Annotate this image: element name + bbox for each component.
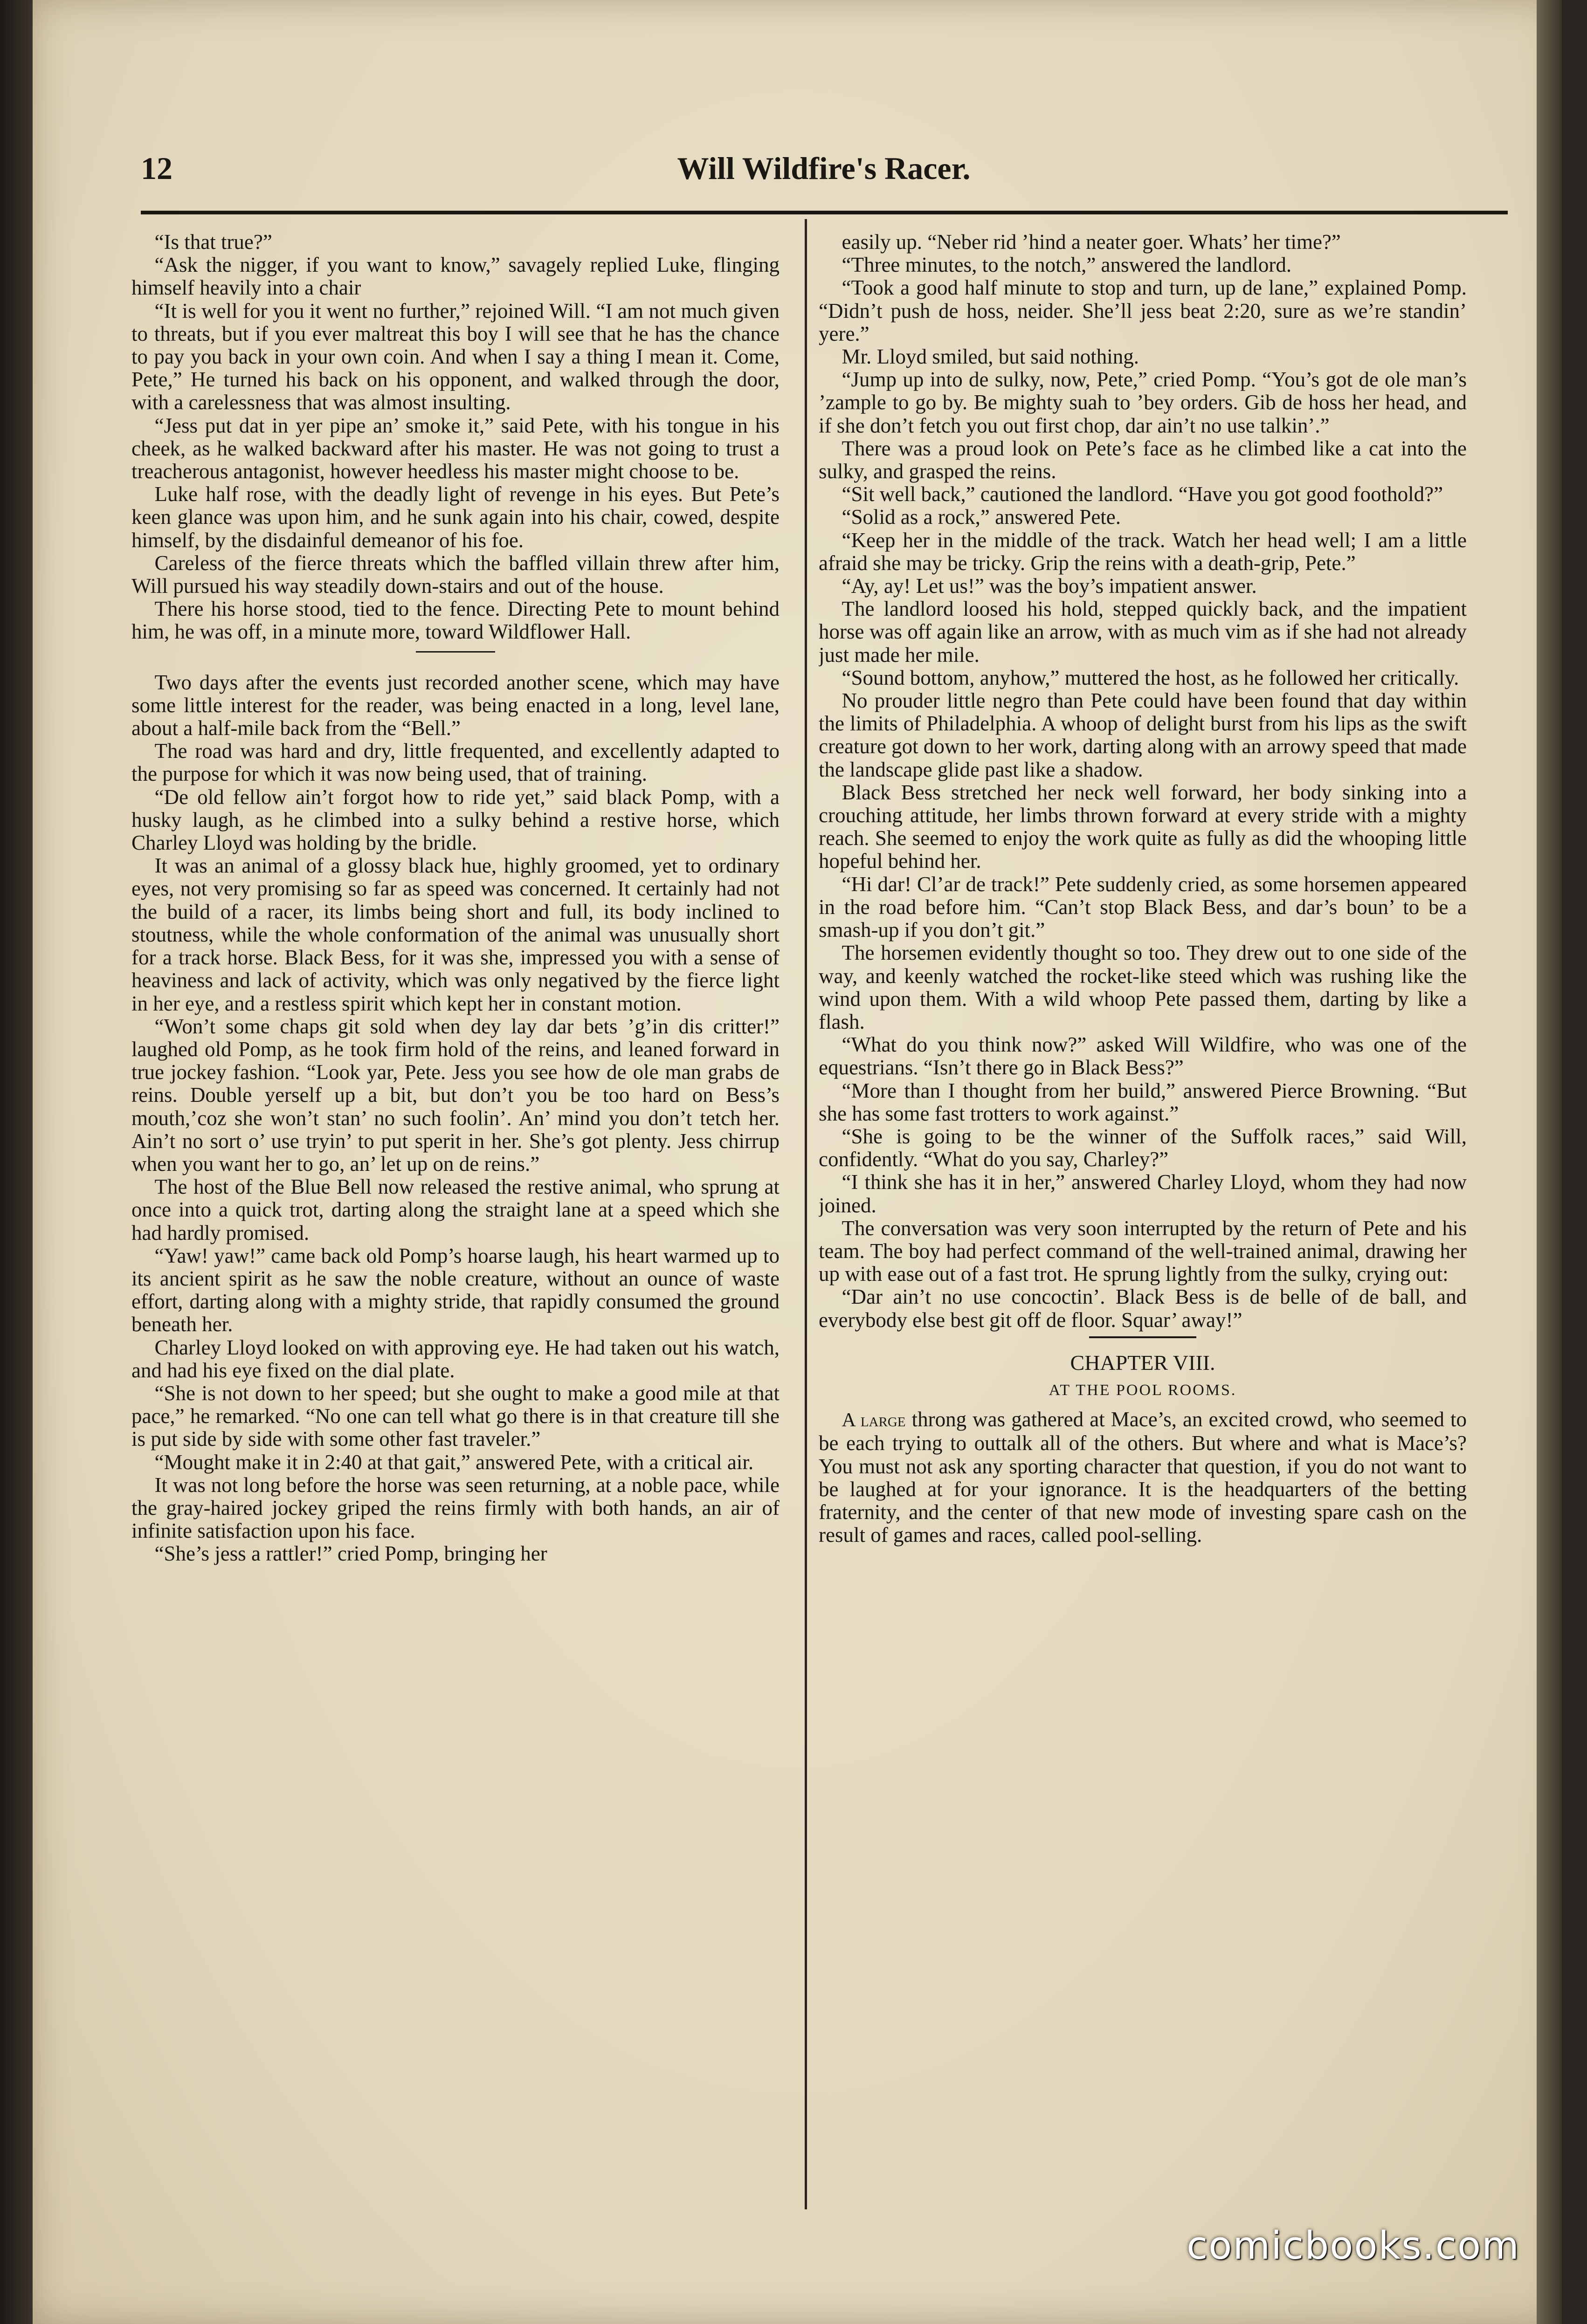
book-page bbox=[33, 0, 1562, 2324]
watermark: comicbooks.com bbox=[1187, 2224, 1520, 2268]
section-break-rule bbox=[416, 651, 495, 653]
paragraph: “Dar ain’t no use concoctin’. Black Bess is de belle of de ball, and everybody else best git off de floor. Squar’ away!” bbox=[819, 1285, 1467, 1332]
paragraph: The road was hard and dry, little frequented, and excellently adapted to the purpose for which it was now being used, that of training. bbox=[131, 739, 780, 786]
paragraph: The landlord loosed his hold, stepped quickly back, and the impatient horse was off again like an arrow, with as much vim as if she had not already just made her mile. bbox=[819, 597, 1467, 667]
paragraph: “Jump up into de sulky, now, Pete,” cried Pomp. “You’s got de ole man’s ’zample to go by. Be mighty suah to ’bey orders. Gib de hoss her head, and if she don’t fetch you out first chop, dar ain’t no use talkin’.” bbox=[819, 368, 1467, 437]
paragraph: The horsemen evidently thought so too. They drew out to one side of the way, and keenly watched the rocket-like steed which was rushing like the wind upon them. With a wild whoop Pete passed them, darting by like a flash. bbox=[819, 941, 1467, 1033]
paragraph: “Ask the nigger, if you want to know,” savagely replied Luke, flinging himself heavily into a chair bbox=[131, 253, 780, 300]
running-header bbox=[141, 145, 1507, 197]
paragraph: Two days after the events just recorded another scene, which may have some little interest for the reader, was being enacted in a long, level lane, about a half-mile back from the “Bell.” bbox=[131, 670, 780, 740]
paragraph: “What do you think now?” asked Will Wildfire, who was one of the equestrians. “Isn’t there go in Black Bess?” bbox=[819, 1033, 1467, 1079]
left-column-text-continued bbox=[131, 671, 780, 1566]
paragraph: The conversation was very soon interrupted by the return of Pete and his team. The boy had perfect command of the well-trained animal, drawing her up with ease out of a fast trot. He sprung lightly from the sulky, crying out: bbox=[819, 1216, 1467, 1286]
scan-background-left bbox=[0, 0, 33, 2324]
paragraph: Charley Lloyd looked on with approving eye. He had taken out his watch, and had his eye fixed on the dial plate. bbox=[131, 1335, 780, 1382]
right-column-text bbox=[819, 231, 1467, 1332]
header-rule bbox=[141, 211, 1508, 214]
paragraph: “Mought make it in 2:40 at that gait,” answered Pete, with a critical air. bbox=[154, 1450, 754, 1474]
paragraph: Luke half rose, with the deadly light of revenge in his eyes. But Pete’s keen glance was upon him, and he sunk again into his chair, cowed, despite himself, by the disdainful demeanor of his foe. bbox=[131, 482, 780, 552]
paragraph: “Three minutes, to the notch,” answered the landlord. bbox=[842, 253, 1292, 277]
paragraph: “Hi dar! Cl’ar de track!” Pete suddenly cried, as some horsemen appeared in the road before him. “Can’t stop Black Bess, and dar’s boun’ to be a smash-up if you don’t git.” bbox=[819, 872, 1467, 942]
right-column bbox=[819, 231, 1467, 2207]
paragraph: Careless of the fierce threats which the baffled villain threw after him, Will pursued his way steadily down-stairs and out of the house. bbox=[131, 551, 780, 598]
paragraph: “Solid as a rock,” answered Pete. bbox=[842, 505, 1121, 529]
left-column-text bbox=[131, 231, 780, 644]
chapter-title: CHAPTER VIII. bbox=[1070, 1350, 1215, 1375]
paragraph: “She is going to be the winner of the Suffolk races,” said Will, confidently. “What do you say, Charley?” bbox=[819, 1124, 1467, 1171]
paragraph: The host of the Blue Bell now released the restive animal, who sprung at once into a quick trot, darting along the straight lane at a speed which she had hardly promised. bbox=[131, 1175, 780, 1245]
page-number: 12 bbox=[141, 151, 172, 186]
page-edge bbox=[1537, 0, 1562, 2324]
paragraph: “Took a good half minute to stop and turn, up de lane,” explained Pomp. “Didn’t push de hoss, neider. She’ll jess beat 2:20, sure as we’re standin’ yere.” bbox=[819, 276, 1467, 345]
chapter-first-paragraph-text: throng was gathered at Mace’s, an excited crowd, who seemed to be each trying to outtalk all of the others. But where and what is Mace’s? You must not ask any sporting character that question, if you do not want to be laughed at for your ignorance. It is the headquarters of the betting fraternity, and the center of that new mode of investing spare cash on the result of games and races, called pool-selling. bbox=[819, 1408, 1467, 1547]
paragraph: “Sit well back,” cautioned the landlord. “Have you got good foothold?” bbox=[842, 482, 1443, 506]
paragraph: easily up. “Neber rid ’hind a neater goer. Whats’ her time?” bbox=[842, 231, 1341, 254]
paragraph: Black Bess stretched her neck well forward, her body sinking into a crouching attitude, her limbs thrown forward at every stride with a mighty reach. She seemed to enjoy the work quite as fully as did the whooping little hopeful behind her. bbox=[819, 780, 1467, 873]
paragraph: “She is not down to her speed; but she ought to make a good mile at that pace,” he remarked. “No one can tell what go there is in that creature till she is put side by side with some other fast traveler.” bbox=[131, 1381, 780, 1451]
paragraph: “Is that true?” bbox=[154, 231, 272, 254]
paragraph: No prouder little negro than Pete could have been found that day within the limits of Philadelphia. A whoop of delight burst from his lips as the swift creature got down to her work, darting along with an arrowy speed that made the landscape glide past like a shadow. bbox=[819, 689, 1467, 781]
paragraph: “Keep her in the middle of the track. Watch her head well; I am a little afraid she may be tricky. Grip the reins with a death-grip, Pete.” bbox=[819, 528, 1467, 575]
paragraph: There his horse stood, tied to the fence. Directing Pete to mount behind him, he was off, in a minute more, toward Wildflower Hall. bbox=[131, 597, 780, 644]
paragraph: “Ay, ay! Let us!” was the boy’s impatient answer. bbox=[842, 574, 1257, 598]
paragraph: “Yaw! yaw!” came back old Pomp’s hoarse laugh, his heart warmed up to its ancient spirit as he saw the noble creature, without an ounce of waste effort, darting along with a mighty stride, that rapidly consumed the ground beneath her. bbox=[131, 1244, 780, 1336]
chapter-first-paragraph bbox=[819, 1408, 1467, 1547]
chapter-rule bbox=[1089, 1336, 1196, 1338]
paragraph: It was an animal of a glossy black hue, highly groomed, yet to ordinary eyes, not very promising so far as speed was concerned. It certainly had not the build of a racer, its limbs being short and full, its body inclined to stoutness, while the whole conformation of the animal was unusually short for a track horse. Black Bess, for it was she, impressed you with a sense of heaviness and lack of activity, which was only negatived by the fierce light in her eye, and a restless spirit which kept her in constant motion. bbox=[131, 854, 780, 1015]
paragraph: It was not long before the horse was seen returning, at a noble pace, while the gray-haired jockey griped the reins firmly with both hands, an air of infinite satisfaction upon his face. bbox=[131, 1473, 780, 1543]
paragraph: “Sound bottom, anyhow,” muttered the host, as he followed her critically. bbox=[842, 666, 1459, 689]
chapter-subtitle: AT THE POOL ROOMS. bbox=[1049, 1381, 1237, 1399]
paragraph: “It is well for you it went no further,” rejoined Will. “I am not much given to threats, but if you ever maltreat this boy I will see that he has the chance to pay you back in your own coin. And when I say a thing I mean it. Come, Pete,” He turned his back on his opponent, and walked through the door, with a carelessness that was almost insulting. bbox=[131, 299, 780, 414]
paragraph: “She’s jess a rattler!” cried Pomp, bringing her bbox=[154, 1542, 547, 1566]
paragraph: There was a proud look on Pete’s face as he climbed like a cat into the sulky, and grasped the reins. bbox=[819, 436, 1467, 483]
left-column bbox=[131, 231, 780, 2207]
paragraph: “De old fellow ain’t forgot how to ride yet,” said black Pomp, with a husky laugh, as he climbed into a sulky behind a restive horse, which Charley Lloyd was holding by the bridle. bbox=[131, 785, 780, 855]
column-rule bbox=[805, 219, 807, 2209]
paragraph: “Won’t some chaps git sold when dey lay dar bets ’g’in dis critter!” laughed old Pomp, as he took firm hold of the reins, and leaned forward in true jockey fashion. “Look yar, Pete. Jess you see how de ole man grabs de reins. Double yerself up a bit, but don’t you be too hard on Bess’s mouth,’coz she won’t stan’ no such foolin’. An’ mind you don’t tetch her. Ain’t no sort o’ use tryin’ to put sperit in her. She’s got plenty. Jess chirrup when you want her to go, an’ let up on de reins.” bbox=[131, 1014, 780, 1176]
paragraph: Mr. Lloyd smiled, but said nothing. bbox=[842, 345, 1139, 369]
chapter-lead-word: A large bbox=[842, 1410, 906, 1431]
paragraph: “More than I thought from her build,” answered Pierce Browning. “But she has some fast trotters to work against.” bbox=[819, 1079, 1467, 1125]
running-title: Will Wildfire's Racer. bbox=[677, 151, 971, 186]
paragraph: “I think she has it in her,” answered Charley Lloyd, whom they had now joined. bbox=[819, 1170, 1467, 1217]
paragraph: “Jess put dat in yer pipe an’ smoke it,” said Pete, with his tongue in his cheek, as he walked backward after his master. He was not going to trust a treacherous antagonist, however heedless his master might choose to be. bbox=[131, 413, 780, 483]
